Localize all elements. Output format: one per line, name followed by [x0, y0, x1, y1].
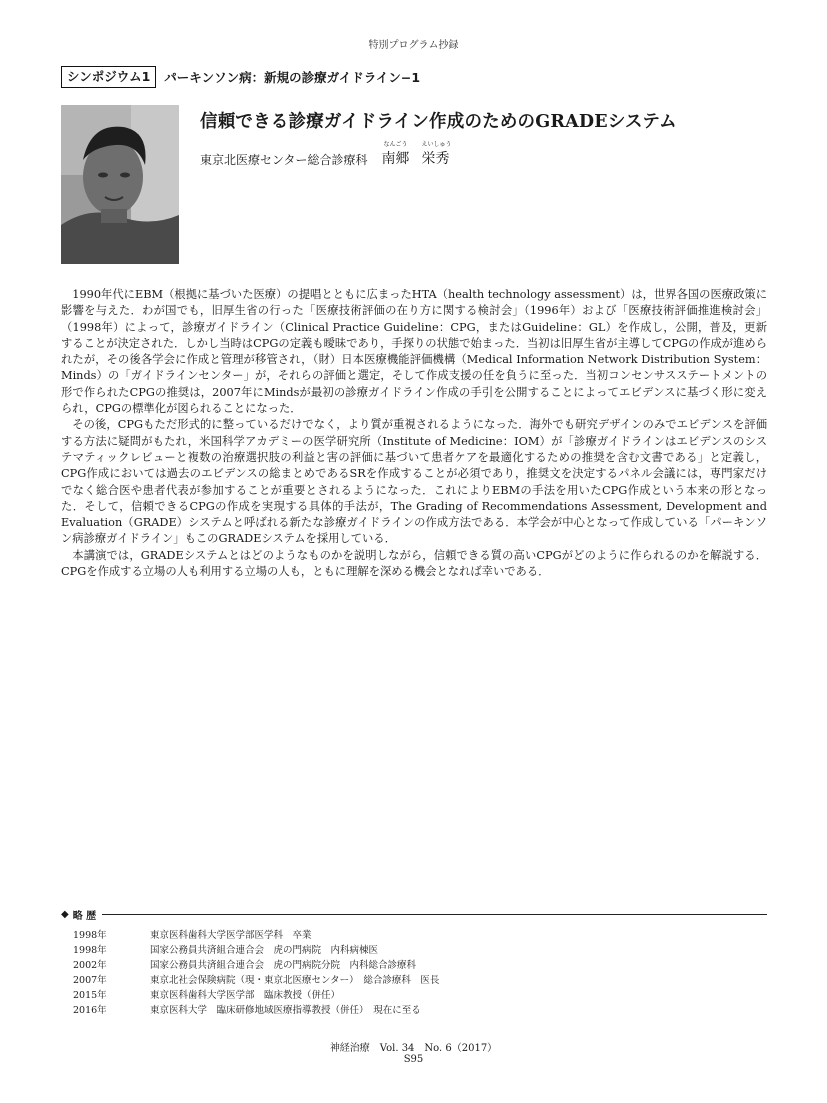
career-year: 1998年	[73, 930, 107, 941]
author-family-name	[381, 141, 410, 168]
career-text: 東京医科歯科大学医学部医学科 卒業	[150, 930, 312, 941]
article-title: 信頼できる診療ガイドライン作成のためのGRADEシステム	[200, 112, 677, 132]
symposium-heading	[61, 66, 420, 88]
career-heading	[61, 907, 767, 922]
author-line	[200, 141, 452, 168]
career-section	[61, 907, 767, 1018]
career-year: 2002年	[73, 960, 107, 971]
career-year: 1998年	[73, 945, 107, 956]
body-paragraph: その後，CPGもただ形式的に整っているだけでなく，より質が重視されるようになった．海外でも研究デザインのみでエビデンスを評価する方法に疑問がもたれ，米国科学アカデミーの医学研究所（Institute of Medicine：IOM）が「診療ガイドラインはエビデンスのシステマティックレビューと複数の治療選択肢の利益と害の評価に基づいて患者ケアを最適化するための推奨を含む文書である」と定義し，CPG作成においては過去のエビデンスの総まとめであるSRを作成することが必須であり，推奨文を決定するパネル会議には，専門家だけでなく総合医や患者代表が参加することが重要とされるようになった．これによりEBMの手法を用いたCPG作成という本来の形となった．そして，信頼できるCPGの作成を実現する具体的手法が，The Grading of Recommendations Assessment, Development and Evaluation（GRADE）システムと呼ばれる新たな診療ガイドラインの作成方法である．本学会が中心となって作成している「パーキンソン病診療ガイドライン」もこのGRADEシステムを採用している．	[61, 418, 767, 546]
career-text: 東京医科大学 臨床研修地域医療指導教授（併任） 現在に至る	[150, 1005, 421, 1016]
author-name	[381, 141, 452, 168]
affiliation: 東京北医療センター総合診療科	[200, 153, 368, 167]
career-entry	[61, 928, 767, 943]
career-text: 国家公務員共済組合連合会 虎の門病院分院 内科総合診療科	[150, 960, 417, 971]
author-photo	[61, 105, 179, 264]
page-number: S95	[403, 1054, 424, 1065]
career-entry	[61, 958, 767, 973]
career-entry	[61, 1003, 767, 1018]
career-year: 2015年	[73, 990, 107, 1001]
body-paragraph: 1990年代にEBM（根拠に基づいた医療）の提唱とともに広まったHTA（health technology assessment）は，世界各国の医療政策に影響を与えた．わが国でも，旧厚生省の行った「医療技術評価の在り方に関する検討会」（1996年）および「医療技術評価推進検討会」（1998年）によって，診療ガイドライン（Clinical Practice Guideline：CPG，またはGuideline：GL）を作成し，公開，普及，更新することが決定された．しかし当時はCPGの定義も曖昧であり，手探りの状態で始まった．当初は旧厚生省が主導してCPGの作成が進められたが，その後各学会に作成と管理が移管され，（財）日本医療機能評価機構（Medical Information Network Distribution System：Minds）の「ガイドラインセンター」が，それらの評価と選定，そして作成支援の任を負うに至った．当初コンセンサスステートメントの形で作られたCPGの推奨は，2007年にMindsが最初の診療ガイドライン作成の手引を公開することによってエビデンスに基づく形に変えられ，CPGの標準化が図られることになった．	[61, 288, 767, 416]
author-given-name	[421, 141, 452, 168]
symposium-title: パーキンソン病：新規の診療ガイドライン−1	[164, 70, 421, 85]
author-given-ruby: えいしゅう	[421, 141, 452, 148]
career-text: 東京医科歯科大学医学部 臨床教授（併任）	[150, 990, 341, 1001]
career-entry	[61, 943, 767, 958]
abstract-body	[61, 287, 767, 580]
career-year: 2007年	[73, 975, 107, 986]
body-paragraph: 本講演では，GRADEシステムとはどのようなものかを説明しながら，信頼できる質の高いCPGがどのように作られるのかを解説する．CPGを作成する立場の人も利用する立場の人も，ともに理解を深める機会となれば幸いである．	[61, 548, 767, 579]
career-list	[61, 928, 767, 1018]
author-given-text: 栄秀	[421, 151, 450, 167]
career-text: 東京北社会保険病院（現・東京北医療センター） 総合診療科 医長	[150, 975, 440, 986]
diamond-icon: ◆	[61, 909, 69, 920]
journal-citation: 神経治療 Vol. 34 No. 6（2017）	[329, 1043, 498, 1054]
career-year: 2016年	[73, 1005, 107, 1016]
career-text: 国家公務員共済組合連合会 虎の門病院 内科病棟医	[150, 945, 379, 956]
career-heading-text: 略 歴	[72, 911, 97, 922]
running-header: 特別プログラム抄録	[368, 40, 459, 51]
author-family-ruby: なんごう	[383, 141, 408, 148]
symposium-badge: シンポジウム1	[61, 66, 156, 88]
career-entry	[61, 973, 767, 988]
author-family-text: 南郷	[381, 151, 410, 167]
career-entry	[61, 988, 767, 1003]
career-divider	[102, 914, 767, 915]
